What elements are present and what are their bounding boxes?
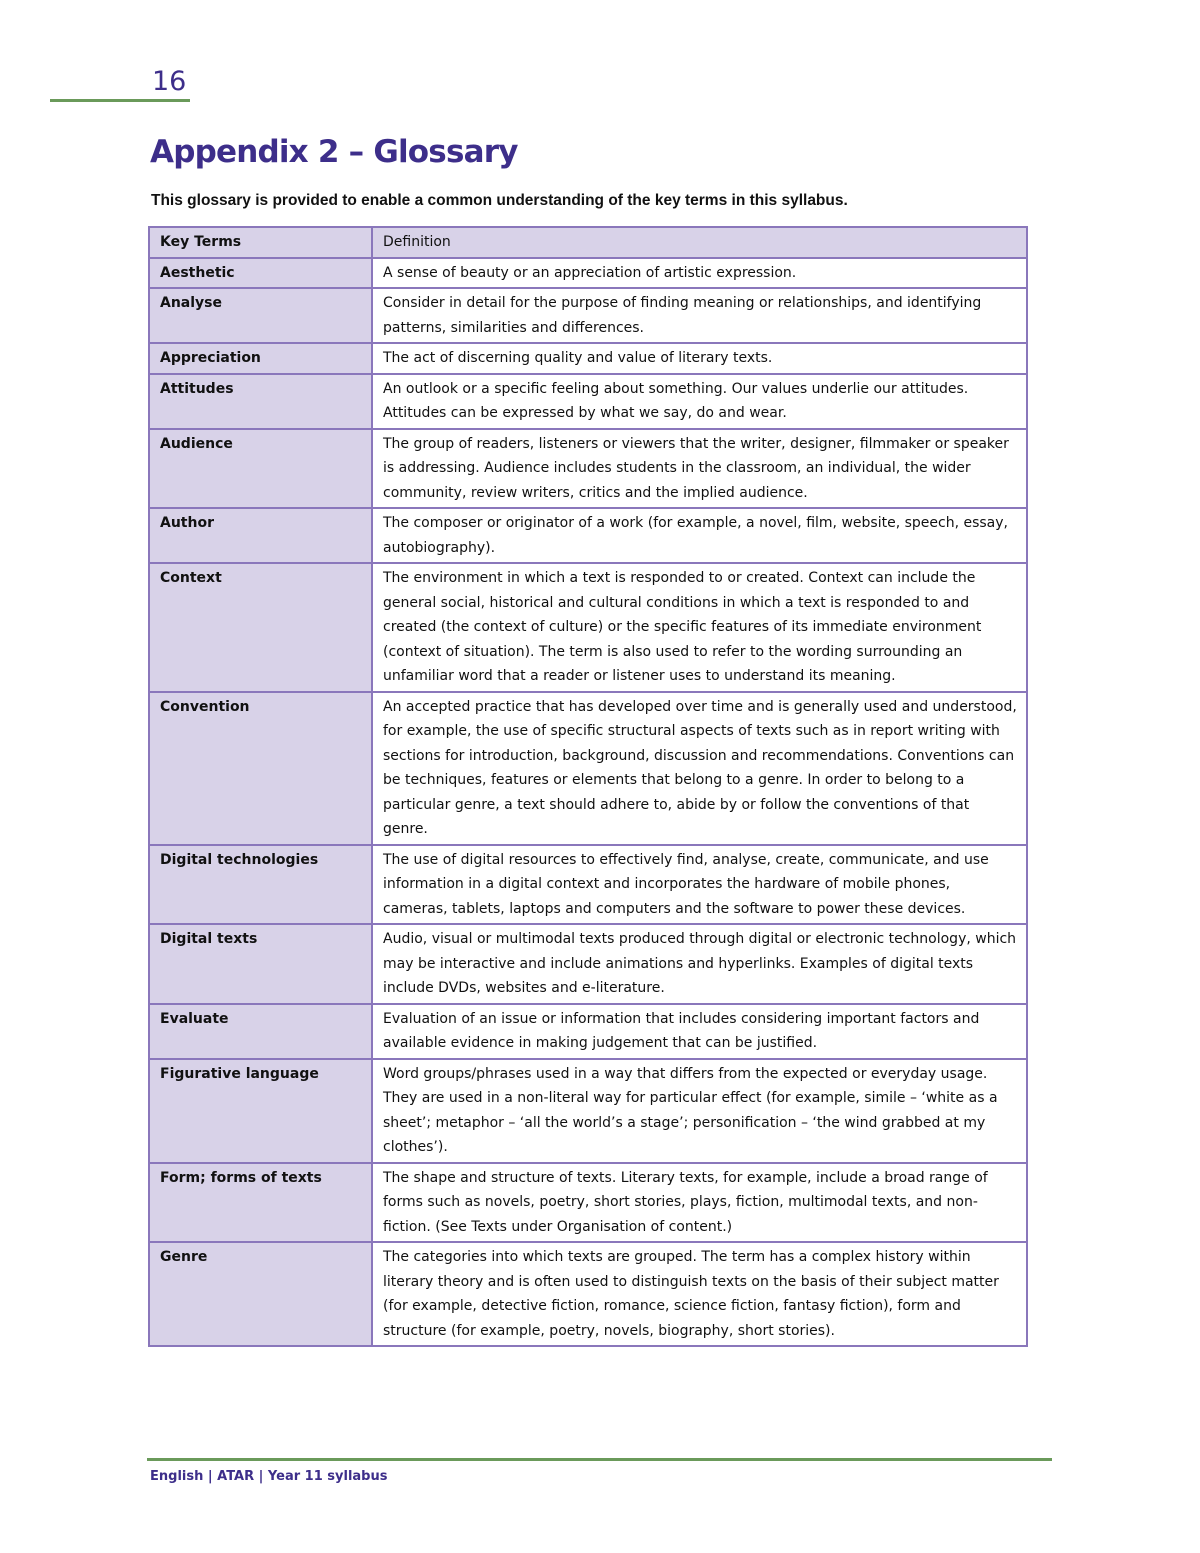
- definition-cell: An outlook or a specific feeling about something. Our values underlie our attitudes. Attitudes can be expressed by what we say, do and wear.: [372, 374, 1027, 429]
- intro-text: This glossary is provided to enable a common understanding of the key terms in this syllabus.: [151, 192, 848, 209]
- table-row: [149, 1059, 1027, 1163]
- table-row: [149, 924, 1027, 1004]
- definition-cell: The use of digital resources to effectively find, analyse, create, communicate, and use information in a digital context and incorporates the hardware of mobile phones, cameras, tablets, laptops and computers and the software to power these devices.: [372, 845, 1027, 925]
- table-row: [149, 1004, 1027, 1059]
- table-row: [149, 1163, 1027, 1243]
- term-cell: Context: [149, 563, 372, 692]
- term-cell: Author: [149, 508, 372, 563]
- page-title: Appendix 2 – Glossary: [150, 134, 518, 170]
- definition-cell: The shape and structure of texts. Literary texts, for example, include a broad range of forms such as novels, poetry, short stories, plays, fiction, multimodal texts, and non-fiction. (See Texts under Organisation of content.): [372, 1163, 1027, 1243]
- term-cell: Analyse: [149, 288, 372, 343]
- header-rule: [50, 99, 190, 102]
- definition-cell: The environment in which a text is responded to or created. Context can include the general social, historical and cultural conditions in which a text is responded to and created (the context of culture) or the specific features of its immediate environment (context of situation). The term is also used to refer to the wording surrounding an unfamiliar word that a reader or listener uses to understand its meaning.: [372, 563, 1027, 692]
- definition-cell: Consider in detail for the purpose of finding meaning or relationships, and identifying patterns, similarities and differences.: [372, 288, 1027, 343]
- term-cell: Attitudes: [149, 374, 372, 429]
- definition-cell: The group of readers, listeners or viewers that the writer, designer, filmmaker or speaker is addressing. Audience includes students in the classroom, an individual, the wider community, review writers, critics and the implied audience.: [372, 429, 1027, 509]
- term-cell: Evaluate: [149, 1004, 372, 1059]
- term-cell: Genre: [149, 1242, 372, 1346]
- term-cell: Form; forms of texts: [149, 1163, 372, 1243]
- definition-cell: The composer or originator of a work (for example, a novel, film, website, speech, essay, autobiography).: [372, 508, 1027, 563]
- term-cell: Audience: [149, 429, 372, 509]
- definition-cell: Audio, visual or multimodal texts produced through digital or electronic technology, which may be interactive and include animations and hyperlinks. Examples of digital texts include DVDs, websites and e-literature.: [372, 924, 1027, 1004]
- definition-cell: An accepted practice that has developed over time and is generally used and understood, for example, the use of specific structural aspects of texts such as in report writing with sections for introduction, background, discussion and recommendations. Conventions can be techniques, features or elements that belong to a genre. In order to belong to a particular genre, a text should adhere to, abide by or follow the conventions of that genre.: [372, 692, 1027, 845]
- table-row: [149, 429, 1027, 509]
- definition-cell: The act of discerning quality and value of literary texts.: [372, 343, 1027, 374]
- table-row: [149, 288, 1027, 343]
- glossary-table: [148, 226, 1028, 1347]
- page-number: 16: [152, 66, 187, 97]
- column-header-definition: Definition: [372, 227, 1027, 258]
- footer-rule: [147, 1458, 1052, 1461]
- term-cell: Figurative language: [149, 1059, 372, 1163]
- definition-cell: Evaluation of an issue or information that includes considering important factors and available evidence in making judgement that can be justified.: [372, 1004, 1027, 1059]
- table-row: [149, 343, 1027, 374]
- table-row: [149, 258, 1027, 289]
- table-row: [149, 508, 1027, 563]
- definition-cell: Word groups/phrases used in a way that differs from the expected or everyday usage. They are used in a non-literal way for particular effect (for example, simile – ‘white as a sheet’; metaphor – ‘all the world’s a stage’; personification – ‘the wind grabbed at my clothes’).: [372, 1059, 1027, 1163]
- footer-text: English | ATAR | Year 11 syllabus: [150, 1469, 388, 1484]
- term-cell: Appreciation: [149, 343, 372, 374]
- term-cell: Aesthetic: [149, 258, 372, 289]
- definition-cell: A sense of beauty or an appreciation of artistic expression.: [372, 258, 1027, 289]
- table-row: [149, 1242, 1027, 1346]
- term-cell: Digital technologies: [149, 845, 372, 925]
- term-cell: Digital texts: [149, 924, 372, 1004]
- table-row: [149, 692, 1027, 845]
- table-row: [149, 374, 1027, 429]
- term-cell: Convention: [149, 692, 372, 845]
- column-header-key-terms: Key Terms: [149, 227, 372, 258]
- table-row: [149, 845, 1027, 925]
- table-row: [149, 563, 1027, 692]
- table-header-row: [149, 227, 1027, 258]
- definition-cell: The categories into which texts are grouped. The term has a complex history within literary theory and is often used to distinguish texts on the basis of their subject matter (for example, detective fiction, romance, science fiction, fantasy fiction), form and structure (for example, poetry, novels, biography, short stories).: [372, 1242, 1027, 1346]
